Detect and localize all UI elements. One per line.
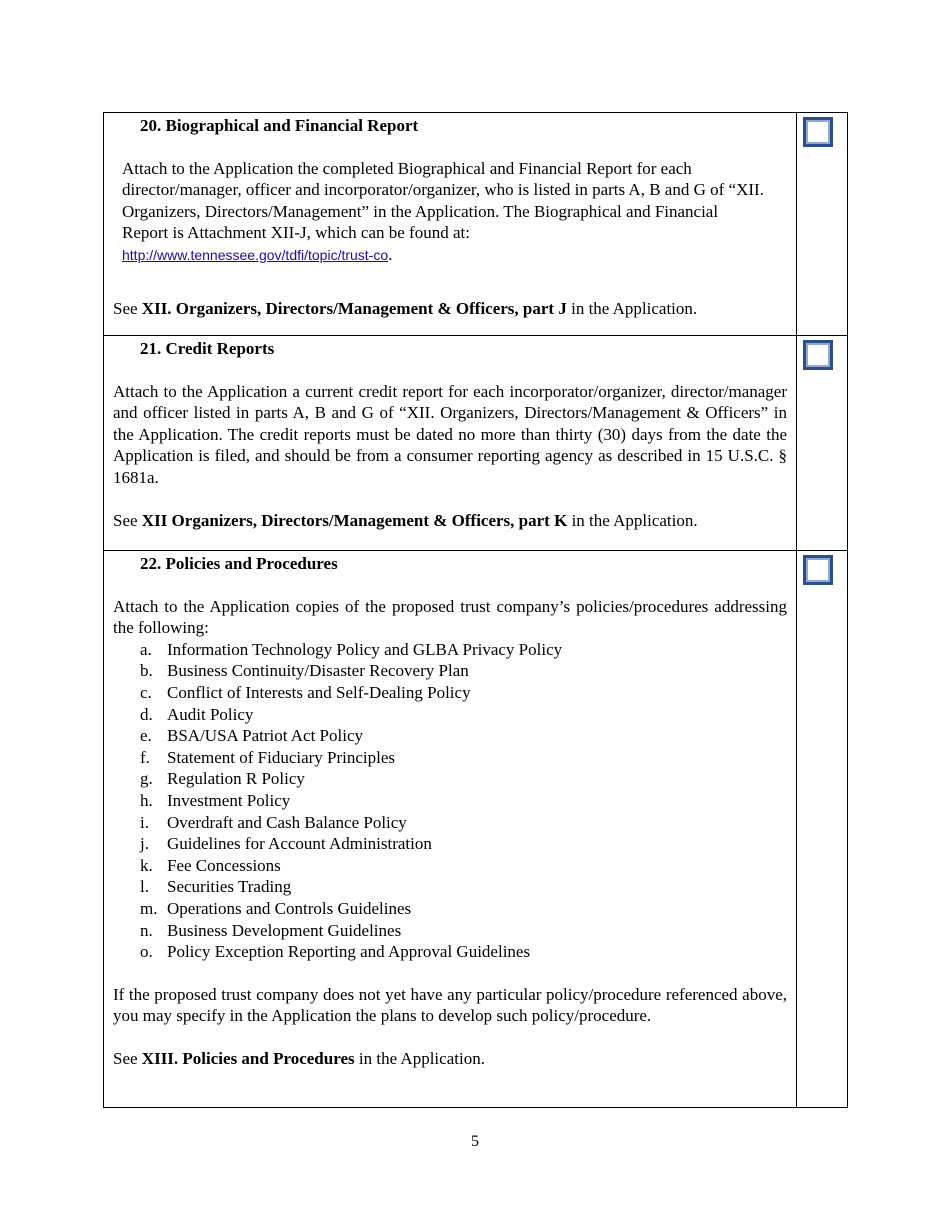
section-paragraph-21: Attach to the Application a current credit report for each incorporator/organizer, director/manager and officer listed in parts A, B and G of “XII. Organizers, Directors/Management & Officers” in the Application. The credit reports must be dated no more than thirty (30) days from the date the Application is filed, and should be from a consumer reporting agency as described in 15 U.S.C. § 1681a. <box>113 381 787 487</box>
link-suffix: . <box>388 244 393 264</box>
list-item: d. Audit Policy <box>140 704 254 724</box>
list-item: g. Regulation R Policy <box>140 769 305 789</box>
list-item: l. Securities Trading <box>140 877 292 897</box>
section-paragraph-22b: If the proposed trust company does not yet have any particular policy/procedure referenced above, you may specify in the Application the plans to develop such policy/procedure. <box>113 984 787 1026</box>
list-item: m. Operations and Controls Guidelines <box>140 898 412 918</box>
see-prefix: See <box>113 298 142 318</box>
checkbox-icon[interactable] <box>803 117 833 147</box>
policy-list <box>113 639 787 963</box>
checklist-table <box>103 112 848 1108</box>
see-bold: XIII. Policies and Procedures <box>141 1048 355 1068</box>
section-content-20 <box>104 113 797 336</box>
list-item: i. Overdraft and Cash Balance Policy <box>140 812 407 832</box>
list-item: k. Fee Concessions <box>140 855 281 875</box>
list-item: e. BSA/USA Patriot Act Policy <box>140 726 363 746</box>
section-heading-21: 21. Credit Reports <box>140 339 275 358</box>
see-reference-21 <box>113 510 787 532</box>
page-number: 5 <box>471 1133 479 1150</box>
list-item: c. Conflict of Interests and Self-Dealing Policy <box>140 682 471 702</box>
section-paragraph-22: Attach to the Application copies of the proposed trust company’s policies/procedures addressing the following: <box>113 596 787 638</box>
section-heading-22: 22. Policies and Procedures <box>140 554 338 573</box>
section-paragraph-20 <box>113 158 787 267</box>
checkbox-icon[interactable] <box>803 340 833 370</box>
see-bold: XII. Organizers, Directors/Management & Officers, part J <box>141 298 567 318</box>
list-item: j. Guidelines for Account Administration <box>140 834 432 854</box>
see-bold: XII Organizers, Directors/Management & Officers, part K <box>141 510 568 530</box>
see-prefix: See <box>113 510 142 530</box>
section-text-20: Attach to the Application the completed Biographical and Financial Report for each director/manager, officer and incorporator/organizer, who is listed in parts A, B and G of “XII. Organizers, Directors/Management” in the Application. The Biographical and Financial Report is Attachment XII-J, which can be found at: <box>122 158 764 243</box>
checkbox-icon[interactable] <box>803 555 833 585</box>
list-item: a. Information Technology Policy and GLBA Privacy Policy <box>140 639 563 659</box>
checkbox-cell-20 <box>797 113 848 336</box>
see-prefix: See <box>113 1048 142 1068</box>
see-suffix: in the Application. <box>567 510 698 530</box>
section-content-22 <box>104 551 797 1108</box>
tdfi-link[interactable]: http://www.tennessee.gov/tdfi/topic/trust-co <box>122 246 389 263</box>
list-item: n. Business Development Guidelines <box>140 920 402 940</box>
section-row-20 <box>104 113 848 336</box>
section-heading-20: 20. Biographical and Financial Report <box>140 116 419 135</box>
see-reference-20 <box>113 298 787 320</box>
list-item: f. Statement of Fiduciary Principles <box>140 747 396 767</box>
list-item: b. Business Continuity/Disaster Recovery Plan <box>140 661 469 681</box>
checkbox-cell-21 <box>797 336 848 551</box>
section-row-22 <box>104 551 848 1108</box>
see-reference-22 <box>113 1048 787 1070</box>
section-content-21 <box>104 336 797 551</box>
list-item: o. Policy Exception Reporting and Approval Guidelines <box>140 942 531 962</box>
see-suffix: in the Application. <box>566 298 698 318</box>
checkbox-cell-22 <box>797 551 848 1108</box>
section-row-21 <box>104 336 848 551</box>
list-item: h. Investment Policy <box>140 790 291 810</box>
see-suffix: in the Application. <box>354 1048 485 1068</box>
